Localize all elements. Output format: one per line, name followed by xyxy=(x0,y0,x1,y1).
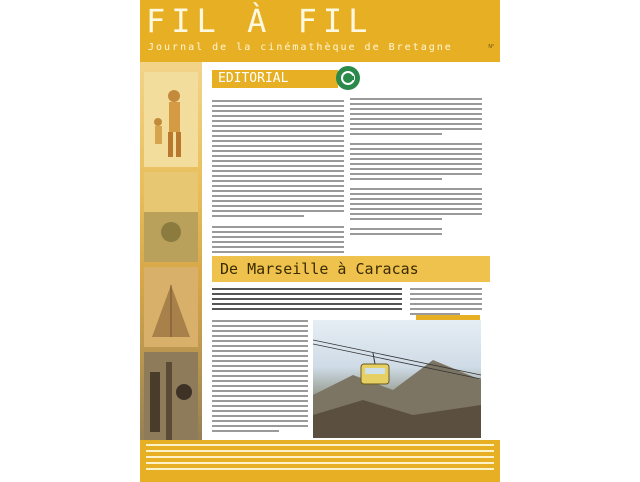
masthead xyxy=(140,0,500,62)
tent-photo xyxy=(144,267,198,347)
article-heading: De Marseille à Caracas xyxy=(212,256,490,282)
photo-sidebar xyxy=(140,62,202,462)
landscape-photo xyxy=(144,172,198,262)
newsletter-title: FIL À FIL xyxy=(146,2,374,40)
editorial-col-1 xyxy=(212,100,344,261)
cable-car-photo xyxy=(313,320,481,438)
article-col-1 xyxy=(212,320,308,435)
article-col-right xyxy=(410,288,482,318)
issue-info xyxy=(488,44,494,51)
article-intro xyxy=(212,288,402,313)
editorial-col-2 xyxy=(350,98,482,238)
family-photo xyxy=(144,72,198,167)
issue-number: N° xyxy=(488,44,494,50)
newsletter-subtitle: Journal de la cinémathèque de Bretagne xyxy=(148,42,453,53)
footer xyxy=(140,440,500,482)
newsletter-page xyxy=(140,0,500,482)
editorial-heading: EDITORIAL xyxy=(212,70,338,88)
cinematheque-logo-icon xyxy=(336,66,360,90)
